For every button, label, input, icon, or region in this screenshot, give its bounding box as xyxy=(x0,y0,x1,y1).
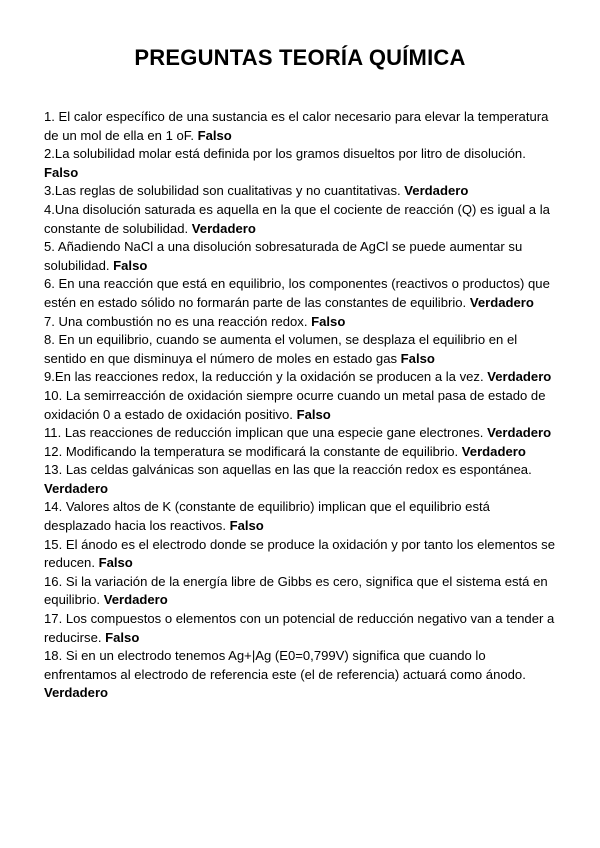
question-item xyxy=(44,313,556,332)
question-text: 6. En una reacción que está en equilibrio, los componentes (reactivos o productos) que estén en estado sólido no formarán parte de las constantes de equilibrio. xyxy=(44,276,550,310)
question-item xyxy=(44,368,556,387)
answer-label: Falso xyxy=(229,518,264,534)
answer-label: Falso xyxy=(311,313,346,329)
answer-label: Falso xyxy=(400,350,435,366)
answer-label: Verdadero xyxy=(487,369,552,385)
question-item xyxy=(44,387,556,424)
document-title: PREGUNTAS TEORÍA QUÍMICA xyxy=(134,45,466,70)
question-text: 16. Si la variación de la energía libre de Gibbs es cero, significa que el sistema está en equilibrio. xyxy=(44,573,548,608)
question-text: 15. El ánodo es el electrodo donde se produce la oxidación y por tanto los elementos se reducen. xyxy=(44,536,555,571)
question-item xyxy=(44,331,556,368)
question-item xyxy=(44,108,556,145)
question-text: 14. Valores altos de K (constante de equilibrio) implican que el equilibrio está desplazado hacia los reactivos. xyxy=(44,499,490,534)
question-list xyxy=(44,108,556,703)
answer-label: Falso xyxy=(197,127,232,143)
answer-label: Verdadero xyxy=(487,425,552,441)
question-text: 2.La solubilidad molar está definida por los gramos disueltos por litro de disolución. xyxy=(44,146,526,162)
question-text: 17. Los compuestos o elementos con un potencial de reducción negativo van a tender a reducirse. xyxy=(44,611,555,645)
question-text: 10. La semirreacción de oxidación siempre ocurre cuando un metal pasa de estado de oxidación 0 a estado de oxidación positivo. xyxy=(44,387,546,422)
question-text: 1. El calor específico de una sustancia es el calor necesario para elevar la temperatura de un mol de ella en 1 oF. xyxy=(44,109,549,143)
question-text: 8. En un equilibrio, cuando se aumenta el volumen, se desplaza el equilibrio en el sentido en que disminuya el número de moles en estado gas xyxy=(44,332,518,366)
question-item xyxy=(44,201,556,238)
question-text: 13. Las celdas galvánicas son aquellas en las que la reacción redox es espontánea. xyxy=(44,462,532,478)
question-item xyxy=(44,536,556,573)
question-text: 7. Una combustión no es una reacción redox. xyxy=(44,313,308,329)
answer-label: Verdadero xyxy=(461,443,526,459)
question-item xyxy=(44,647,556,703)
question-text: 3.Las reglas de solubilidad son cualitativas y no cuantitativas. xyxy=(44,183,401,199)
question-text: 11. Las reacciones de reducción implican que una especie gane electrones. xyxy=(44,425,484,441)
question-text: 18. Si en un electrodo tenemos Ag+|Ag (E0=0,799V) significa que cuando lo enfrentamos al electrodo de referencia este (el de referencia) actuará como ánodo. xyxy=(44,648,526,682)
question-text: 12. Modificando la temperatura se modificará la constante de equilibrio. xyxy=(44,443,459,459)
answer-label: Falso xyxy=(98,555,133,571)
question-item xyxy=(44,275,556,312)
question-item xyxy=(44,461,556,498)
answer-label: Falso xyxy=(44,164,79,180)
question-text: 4.Una disolución saturada es aquella en la que el cociente de reacción (Q) es igual a la constante de solubilidad. xyxy=(44,201,550,236)
question-item xyxy=(44,238,556,275)
question-item xyxy=(44,443,556,462)
question-item xyxy=(44,145,556,182)
answer-label: Falso xyxy=(113,257,148,273)
answer-label: Falso xyxy=(296,406,331,422)
question-text: 9.En las reacciones redox, la reducción y la oxidación se producen a la vez. xyxy=(44,369,484,385)
question-text: 5. Añadiendo NaCl a una disolución sobresaturada de AgCl se puede aumentar su solubilidad. xyxy=(44,239,523,273)
question-item xyxy=(44,610,556,647)
question-item xyxy=(44,424,556,443)
answer-label: Verdadero xyxy=(44,685,109,701)
answer-label: Verdadero xyxy=(44,480,109,496)
question-item xyxy=(44,498,556,535)
answer-label: Verdadero xyxy=(469,294,534,310)
answer-label: Verdadero xyxy=(191,220,256,236)
question-item xyxy=(44,182,556,201)
answer-label: Verdadero xyxy=(103,592,168,608)
question-item xyxy=(44,573,556,610)
answer-label: Verdadero xyxy=(404,183,469,199)
answer-label: Falso xyxy=(105,629,140,645)
